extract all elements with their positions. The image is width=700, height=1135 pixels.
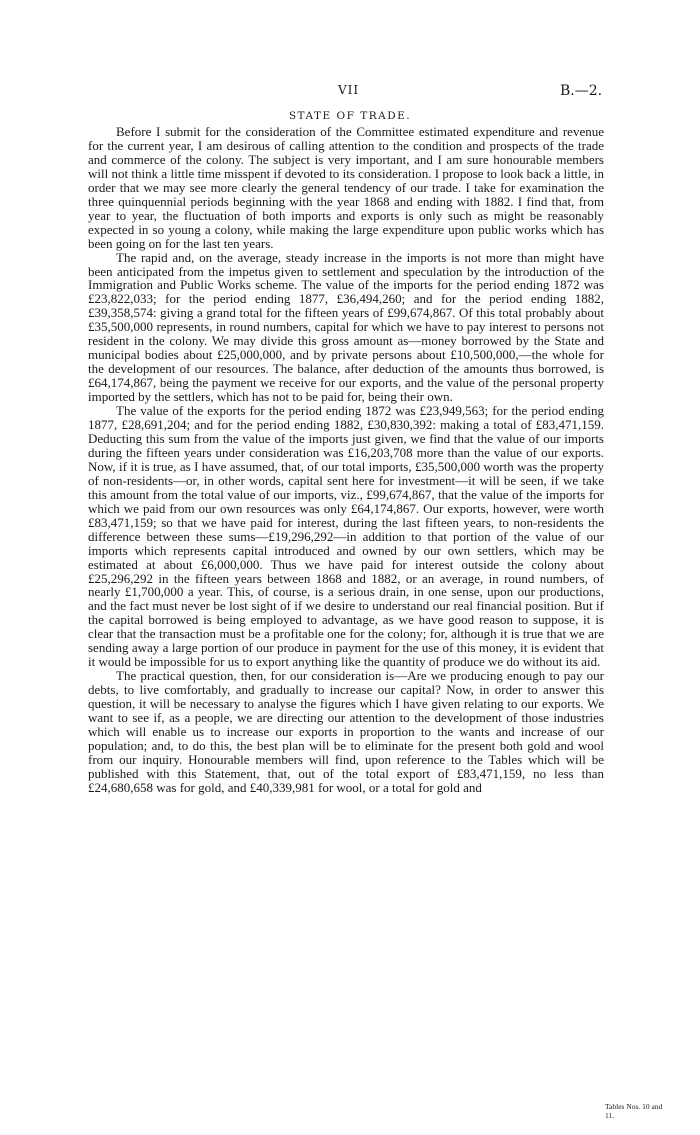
- body-text: [88, 125, 604, 795]
- document-reference: B.—2.: [560, 83, 603, 99]
- paragraph: The practical question, then, for our consideration is—Are we producing enough to pay our debts, to live comfortably, and gradually to increase our capital? Now, in order to answer this question, it will be necessary to analyse the figures which I have given relating to our exports. We want to see if, as a people, we are directing our attention to the development of those industries which will enable us to increase our exports in proportion to the wants and increase of our population; and, to do this, the best plan will be to eliminate for the present both gold and wool from our inquiry. Honourable members will find, upon reference to the Tables which will be published with this Statement, that, out of the total export of £83,471,159, no less than £24,680,658 was for gold, and £40,339,981 for wool, or a total for gold and: [88, 668, 604, 795]
- paragraph: The rapid and, on the average, steady increase in the imports is not more than might have been anticipated from the impetus given to settlement and speculation by the introduction of the Immigration and Public Works scheme. The value of the imports for the period ending 1872 was £23,822,033; for the period ending 1877, £36,494,260; and for the period ending 1882, £39,358,574: giving a grand total for the fifteen years of £99,674,867. Of this total probably about £35,500,000 represents, in round numbers, capital for which we have to pay interest to persons not resident in the colony. We may divide this gross amount as—money borrowed by the State and municipal bodies about £25,000,000, and by private persons about £10,500,000,—the whole for the development of our resources. The balance, after deduction of the amounts thus borrowed, is £64,174,867, being the payment we receive for our exports, and the value of the personal property imported by the settlers, which has not to be paid for, being their own.: [88, 249, 604, 405]
- margin-note: Tables Nos. 10 and 11.: [605, 1102, 663, 1120]
- page-number: VII: [338, 83, 360, 97]
- paragraph: The value of the exports for the period ending 1872 was £23,949,563; for the period ending 1877, £28,691,204; and for the period ending 1882, £30,830,392: making a total of £83,471,159. Deducting this sum from the value of the imports just given, we find that the value of our imports during the fifteen years under consideration was £16,203,708 more than the value of our exports. Now, if it is true, as I have assumed, that, of our total imports, £35,500,000 worth was the property of non-residents—or, in other words, capital sent here for investment—it will be seen, if we take this amount from the total value of our imports, viz., £99,674,867, that the value of the imports for which we paid from our own resources was only £64,174,867. Our exports, however, were worth £83,471,159; so that we have paid for interest, during the last fifteen years, to non-residents the difference between these sums—£19,296,292—in addition to that portion of the value of our imports which represents capital introduced and owned by our own settlers, which may be estimated at about £6,000,000. Thus we have paid for interest outside the colony about £25,296,292 in the fifteen years between 1868 and 1882, or an average, in round numbers, of nearly £1,700,000 a year. This, of course, is a serious drain, in one sense, upon our productions, and the fact must never be lost sight of if we desire to understand our real financial position. But if the capital borrowed is being employed to advantage, as we have good reason to suppose, it is clear that the transaction must be a profitable one for the colony; for, although it is true that we are sending away a large portion of our produce in payment for the use of this money, it is evident that it would be impossible for us to export anything like the quantity of produce we do without its aid.: [88, 403, 604, 670]
- page-header: [0, 83, 700, 103]
- section-title: STATE OF TRADE.: [288, 110, 412, 122]
- paragraph: Before I submit for the consideration of the Committee estimated expenditure and revenue for the current year, I am desirous of calling attention to the condition and prospects of the trade and commerce of the colony. The subject is very important, and I am sure honourable members will not think a little time misspent if devoted to its consideration. I propose to look back a little, in order that we may see more clearly the general tendency of our trade. I take for examination the three quinquennial periods beginning with the year 1868 and ending with 1882. I find that, from year to year, the fluctuation of both imports and exports is only such as might be reasonably expected in so young a colony, while making the large expenditure upon public works which has been going on for the last ten years.: [88, 124, 604, 251]
